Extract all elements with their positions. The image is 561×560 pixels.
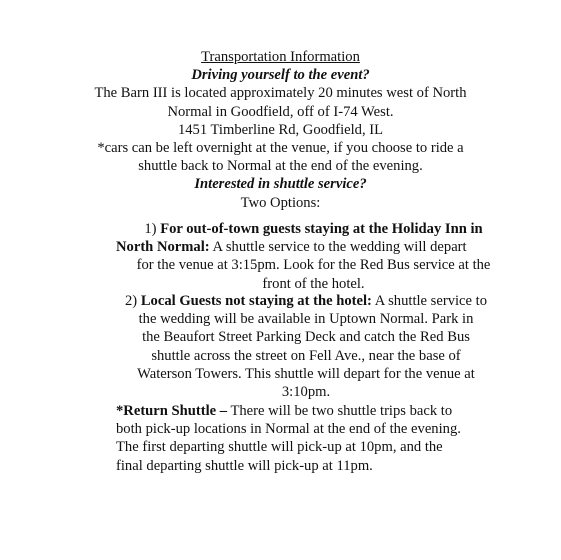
document-title: Transportation Information — [201, 49, 360, 65]
shuttle-heading: Interested in shuttle service? — [194, 176, 367, 193]
option-2-text-line-1: A shuttle service to — [374, 293, 488, 309]
driving-heading: Driving yourself to the event? — [191, 67, 370, 84]
driving-line-2: Normal in Goodfield, off of I-74 West. — [167, 103, 394, 120]
option-2-block — [104, 292, 508, 401]
return-shuttle-label: *Return Shuttle – — [116, 403, 228, 419]
section-title-wrapper — [0, 48, 561, 66]
return-text-line-2: both pick-up locations in Normal at the end of the evening. — [116, 421, 461, 438]
option-1-text-line-2: A shuttle service to the wedding will depart — [212, 239, 467, 256]
return-line-1 — [116, 402, 536, 420]
option-2-number: 2) — [124, 293, 138, 309]
return-text-line-4: final departing shuttle will pick-up at 11pm. — [116, 457, 373, 474]
option-2-text-line-6: 3:10pm. — [281, 384, 331, 401]
option-2-text-line-4: shuttle across the street on Fell Ave., near the base of — [151, 347, 461, 364]
option-1-block — [116, 220, 511, 293]
option-1-text-line-3: for the venue at 3:15pm. Look for the Red Bus service at the — [136, 257, 491, 274]
option-2-text-line-2: the wedding will be available in Uptown Normal. Park in — [138, 311, 474, 328]
option-2-text-line-5: Waterson Towers. This shuttle will depart for the venue at — [137, 365, 475, 382]
option-1-line-1 — [116, 220, 511, 238]
transportation-document — [0, 48, 561, 474]
driving-line-1: The Barn III is located approximately 20 minutes west of North — [94, 85, 467, 102]
return-text-line-1: There will be two shuttle trips back to — [230, 403, 453, 419]
option-2-text-line-3: the Beaufort Street Parking Deck and catch the Red Bus — [142, 329, 470, 346]
option-1-bold-line-1: For out-of-town guests staying at the Holiday Inn in — [160, 221, 483, 237]
two-options-label: Two Options: — [240, 194, 321, 211]
return-text-line-3: The first departing shuttle will pick-up at 10pm, and the — [116, 439, 443, 456]
option-1-bold-line-2: North Normal: — [116, 239, 210, 256]
option-1-number: 1) — [144, 221, 157, 237]
option-1-line-2 — [116, 238, 511, 256]
option-1-text-line-4: front of the hotel. — [262, 275, 365, 292]
option-2-bold-line-1: Local Guests not staying at the hotel: — [140, 293, 372, 309]
return-shuttle-block — [116, 402, 536, 475]
option-2-line-1 — [104, 292, 508, 310]
overnight-note-line-1: *cars can be left overnight at the venue, if you choose to ride a — [97, 140, 464, 157]
venue-address: 1451 Timberline Rd, Goodfield, IL — [177, 121, 384, 138]
overnight-note-line-2: shuttle back to Normal at the end of the evening. — [138, 158, 423, 175]
